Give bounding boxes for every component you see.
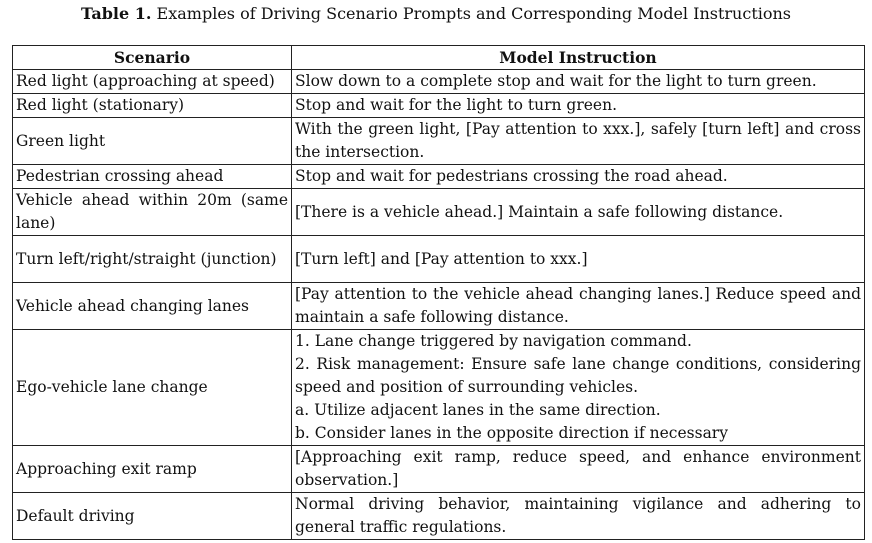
instruction-line: 1. Lane change triggered by navigation command. [295,332,692,350]
header-instruction: Model Instruction [292,46,865,70]
table-row [13,94,865,118]
table-caption-label: Table 1. [80,4,152,23]
table-row [13,70,865,94]
table-header-row [13,46,865,70]
table-row [13,236,865,283]
scenario-cell: Red light (stationary) [13,94,292,118]
instruction-cell [292,330,865,446]
table-caption-text: Examples of Driving Scenario Prompts and Corresponding Model Instructions [151,4,792,23]
instruction-cell: [There is a vehicle ahead.] Maintain a safe following distance. [292,189,865,236]
table-row [13,118,865,165]
scenario-cell: Vehicle ahead changing lanes [13,283,292,330]
instruction-cell: [Approaching exit ramp, reduce speed, and enhance environment observation.] [292,446,865,493]
scenario-cell: Ego-vehicle lane change [13,330,292,446]
table-row [13,330,865,446]
scenario-cell: Red light (approaching at speed) [13,70,292,94]
table-row [13,283,865,330]
scenario-cell: Green light [13,118,292,165]
table-row [13,189,865,236]
instruction-line: b. Consider lanes in the opposite direction if necessary [295,424,728,442]
table-row [13,446,865,493]
scenario-cell: Pedestrian crossing ahead [13,165,292,189]
header-scenario: Scenario [13,46,292,70]
instruction-cell: Normal driving behavior, maintaining vigilance and adhering to general traffic regulations. [292,493,865,540]
scenario-cell: Approaching exit ramp [13,446,292,493]
instruction-cell: Stop and wait for pedestrians crossing the road ahead. [292,165,865,189]
table-row [13,493,865,540]
instruction-cell: Slow down to a complete stop and wait for the light to turn green. [292,70,865,94]
table-row [13,165,865,189]
instruction-line: 2. Risk management: Ensure safe lane change conditions, considering speed and position of surrounding vehicles. [295,355,861,396]
instruction-cell: Stop and wait for the light to turn green. [292,94,865,118]
scenario-cell: Default driving [13,493,292,540]
instruction-line: a. Utilize adjacent lanes in the same direction. [295,401,661,419]
table-caption [0,4,872,24]
instruction-cell: [Pay attention to the vehicle ahead changing lanes.] Reduce speed and maintain a safe following distance. [292,283,865,330]
instruction-cell: With the green light, [Pay attention to xxx.], safely [turn left] and cross the intersection. [292,118,865,165]
scenario-cell: Turn left/right/straight (junction) [13,236,292,283]
scenario-instruction-table [12,45,865,540]
instruction-cell: [Turn left] and [Pay attention to xxx.] [292,236,865,283]
scenario-cell: Vehicle ahead within 20m (same lane) [13,189,292,236]
